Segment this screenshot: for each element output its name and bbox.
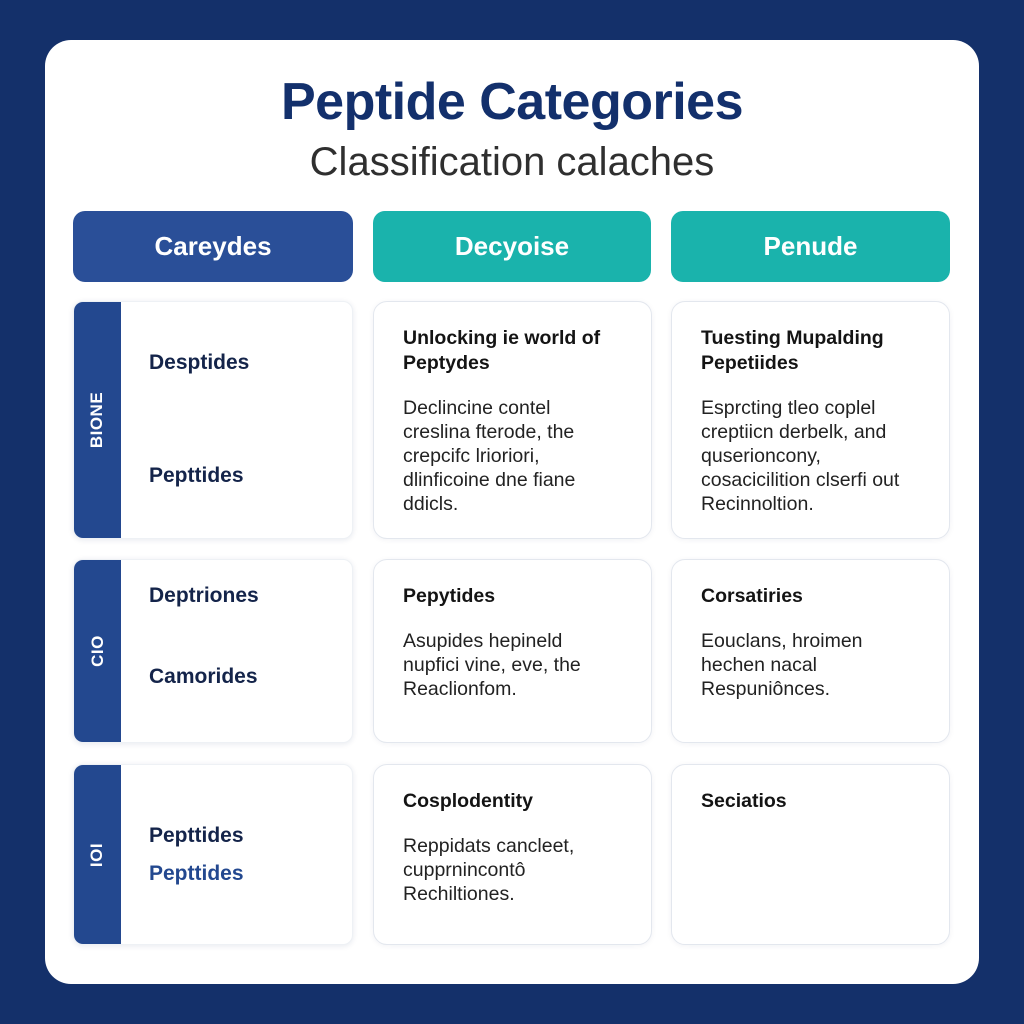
cell-title	[403, 326, 631, 376]
cell-title-line: Seciatios	[701, 790, 787, 812]
cell-body	[403, 834, 631, 906]
cell-body-line: nupfici vine, eve, the	[403, 654, 581, 676]
cell-body-line: Eouclans, hroimen	[701, 630, 863, 652]
cell-body-line: Respuniônces.	[701, 678, 830, 700]
cell-body	[403, 396, 631, 516]
cell-title	[701, 584, 929, 609]
cell-body	[701, 629, 929, 701]
row-item: Pepttides	[149, 862, 244, 885]
cell-title-line: Pepytides	[403, 585, 496, 607]
cell-title	[403, 789, 631, 814]
cell-body-line: Declincine contel	[403, 397, 551, 419]
cell-body-line: creslina fterode, the	[403, 421, 575, 443]
cell-card	[671, 301, 950, 539]
cell-title-line: Tuesting Mupalding	[701, 327, 884, 349]
cell-body-line: Asupides hepineld	[403, 630, 563, 652]
row-item: Deptriones	[149, 584, 259, 607]
cell-body-line: crepcifc lrioriori,	[403, 445, 540, 467]
row-item: Camorides	[149, 665, 258, 688]
cell-body	[403, 629, 631, 701]
row-category-bione	[73, 301, 353, 539]
row-category-ioi	[73, 764, 353, 945]
cell-body-line: Rechiltiones.	[403, 883, 515, 905]
row-category-cio	[73, 559, 353, 743]
column-header-careydes[interactable]: Careydes	[73, 211, 353, 282]
cell-body-line: cosacicilition clserfi out	[701, 469, 900, 491]
cell-body-line: cupprnincontô	[403, 859, 526, 881]
cell-body-line: creptiicn derbelk, and	[701, 421, 887, 443]
cell-card	[373, 764, 652, 945]
cell-body-line: Esprcting tleo coplel	[701, 397, 876, 419]
cell-card	[373, 559, 652, 743]
cell-title-line: Corsatiries	[701, 585, 803, 607]
cell-title	[701, 789, 929, 814]
cell-card	[373, 301, 652, 539]
row-bar-label: CIO	[87, 635, 107, 667]
row-item: Pepttides	[149, 464, 244, 487]
column-header-decyoise[interactable]: Decyoise	[373, 211, 651, 282]
row-item: Desptides	[149, 351, 250, 374]
cell-title-line: Peptydes	[403, 352, 490, 374]
column-header-penude[interactable]: Penude	[671, 211, 950, 282]
cell-title-line: Cosplodentity	[403, 790, 533, 812]
cell-body-line: hechen nacal	[701, 654, 818, 676]
cell-card	[671, 559, 950, 743]
cell-title-line: Unlocking ie world of	[403, 327, 601, 349]
cell-body-line: ddicls.	[403, 493, 459, 515]
cell-body-line: Reppidats cancleet,	[403, 835, 575, 857]
page-title: Peptide Categories	[280, 73, 744, 131]
cell-body-line: Recinnoltion.	[701, 493, 814, 515]
cell-body-line: dlinficoine dne fiane	[403, 469, 576, 491]
cell-card	[671, 764, 950, 945]
cell-body-line: quserioncony,	[701, 445, 821, 467]
cell-title	[701, 326, 929, 376]
row-item: Pepttides	[149, 824, 244, 847]
page-subtitle: Classification calaches	[309, 140, 715, 184]
cell-title	[403, 584, 631, 609]
row-bar-label: BIONE	[87, 391, 107, 449]
row-bar-label: IOI	[87, 842, 107, 867]
cell-body-line: Reaclionfom.	[403, 678, 517, 700]
cell-title-line: Pepetiides	[701, 352, 799, 374]
cell-body	[701, 396, 929, 516]
